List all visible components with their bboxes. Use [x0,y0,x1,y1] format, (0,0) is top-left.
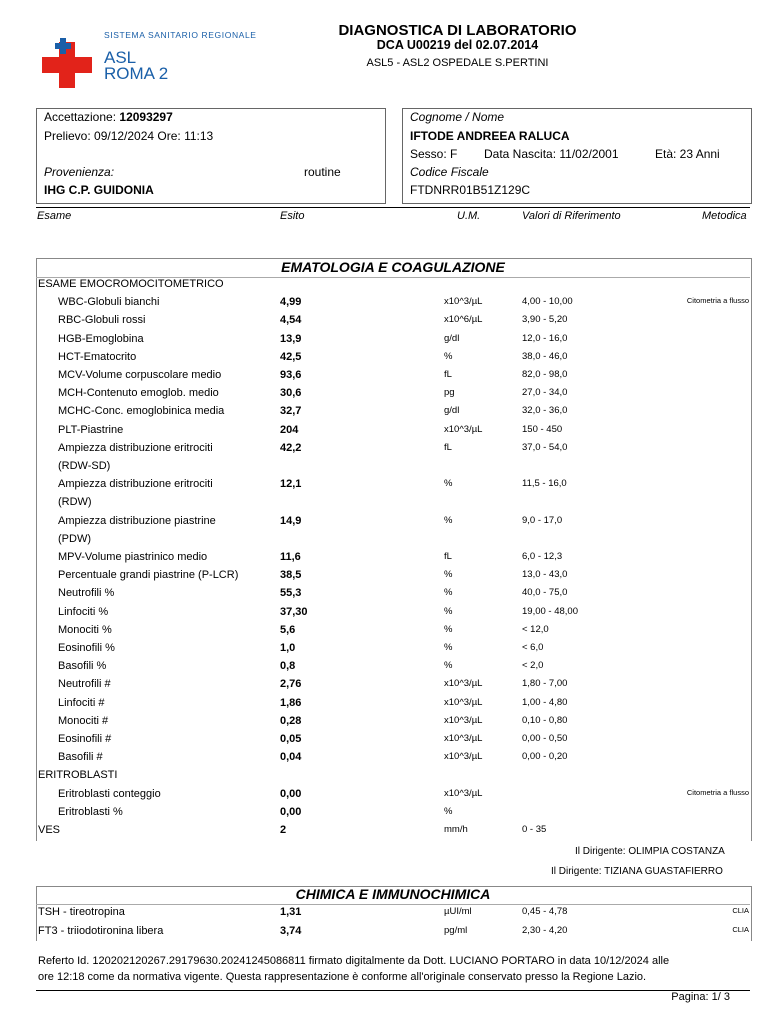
signature-note-line2: ore 12:18 come da normativa vigente. Questa rappresentazione è conforme all'originale conservato presso la Regione Lazio. [38,971,647,983]
method: CLIA [732,906,749,915]
exam-name: RBC-Globuli rossi [58,314,146,327]
result-row [0,424,768,442]
exam-name: Eosinofili # [58,733,112,745]
exam-name: MCHC-Conc. emoglobinica media [58,405,225,418]
result-value: 37,30 [280,605,308,618]
provenance-value: IHG C.P. GUIDONIA [44,183,154,197]
unit: % [444,642,453,653]
result-row [0,824,768,842]
exam-name: Linfociti % [58,605,109,618]
method: CLIA [732,924,749,934]
exam-name: Monociti % [58,623,112,636]
patient-name-label: Cognome / Nome [410,110,505,124]
unit: x10^3/µL [444,787,483,799]
result-value: 14,9 [280,514,302,527]
unit: fL [444,369,452,380]
unit: % [444,660,453,672]
result-value: 204 [280,423,299,436]
result-value: 4,54 [280,314,302,327]
acceptance-number: 12093297 [119,110,173,124]
reference-range: < 12,0 [522,623,549,635]
exam-name: Linfociti # [58,696,105,709]
exam-name: (RDW) [58,496,92,509]
result-value: 1,86 [280,696,302,709]
reference-range: 37,0 - 54,0 [522,441,568,453]
result-value: 4,99 [280,296,302,309]
unit: x10^3/µL [444,423,483,435]
result-row [0,551,768,569]
result-value: 11,6 [280,551,301,563]
result-row [0,405,768,423]
unit: % [444,569,453,581]
method: Citometria a flusso [686,787,749,797]
exam-name: Eosinofili % [58,642,115,654]
exam-name: ERITROBLASTI [38,769,118,782]
exam-name: Ampiezza distribuzione eritrociti [58,478,213,491]
exam-name: Monociti # [58,714,109,727]
reference-range: 38,0 - 46,0 [522,350,568,362]
result-row [0,387,768,405]
result-row [0,642,768,660]
unit: x10^3/µL [444,733,483,744]
reference-range: 2,30 - 4,20 [522,924,568,936]
unit: fL [444,441,452,453]
exam-name: HGB-Emoglobina [58,332,144,345]
unit: % [444,587,453,599]
exam-name: Neutrofili # [58,678,111,691]
result-value: 13,9 [280,332,302,345]
exam-name: Basofili % [58,660,107,673]
reference-range: < 6,0 [522,642,544,653]
logo-roma2: ROMA 2 [104,64,169,83]
result-value: 42,2 [280,441,302,454]
exam-name: Eritroblasti conteggio [58,787,161,800]
reference-range: < 2,0 [522,660,544,672]
unit: % [444,350,453,362]
reference-range: 150 - 450 [522,423,563,435]
exam-name: (PDW) [58,532,91,545]
fiscal-code: FTDNRR01B51Z129C [410,183,531,197]
unit: % [444,623,453,635]
unit: % [444,478,453,490]
section-header-divider [36,904,750,905]
result-row [0,333,768,351]
result-row [0,606,768,624]
reference-range: 6,0 - 12,3 [522,551,563,562]
reference-range: 3,90 - 5,20 [522,314,568,326]
exam-name: ESAME EMOCROMOCITOMETRICO [38,278,224,290]
reference-range: 1,80 - 7,00 [522,678,568,690]
director-1: Il Dirigente: OLIMPIA COSTANZA [575,846,725,857]
result-row [0,478,768,496]
reference-range: 1,00 - 4,80 [522,696,568,708]
unit: pg [444,387,455,399]
unit: % [444,514,453,526]
reference-range: 13,0 - 43,0 [522,569,568,581]
reference-range: 12,0 - 16,0 [522,332,568,344]
exam-name: MPV-Volume piastrinico medio [58,551,208,563]
logo-asl: ASL [104,48,137,67]
exam-name: VES [38,824,61,836]
unit: pg/ml [444,924,468,936]
unit: g/dl [444,405,460,417]
exam-name: Ampiezza distribuzione eritrociti [58,441,213,454]
col-reference: Valori di Riferimento [522,210,621,222]
result-row [0,569,768,587]
exam-name: FT3 - triiodotironina libera [38,924,164,937]
result-row [0,769,768,787]
unit: mm/h [444,824,468,835]
exam-name: (RDW-SD) [58,460,111,472]
exam-name: HCT-Ematocrito [58,350,137,363]
result-row [0,697,768,715]
exam-name: Neutrofili % [58,587,115,600]
result-value: 0,00 [280,787,302,800]
result-row [0,460,768,478]
footer-divider [36,990,750,991]
result-value: 3,74 [280,924,302,937]
patient-age: Età: 23 Anni [655,147,720,161]
result-row [0,788,768,806]
result-row [0,678,768,696]
result-value: 5,6 [280,623,296,636]
unit: x10^6/µL [444,314,483,326]
unit: x10^3/µL [444,696,483,708]
result-row [0,733,768,751]
patient-name: IFTODE ANDREEA RALUCA [410,129,570,143]
col-result: Esito [280,210,305,222]
col-exam: Esame [37,210,72,222]
result-row [0,806,768,824]
signature-note-line1: Referto Id. 120202120267.29179630.20241245086811 firmato digitalmente da Dott. LUCIANO PORTARO in data 10/12/2024 alle [38,955,670,967]
director-2: Il Dirigente: TIZIANA GUASTAFIERRO [551,866,723,877]
result-row [0,515,768,533]
section-title-chemistry: CHIMICA E IMMUNOCHIMICA [295,886,491,902]
unit: g/dl [444,332,460,344]
collection-datetime: Prelievo: 09/12/2024 Ore: 11:13 [44,129,214,143]
logo-tagline: SISTEMA SANITARIO REGIONALE [104,30,257,40]
result-value: 1,0 [280,642,296,654]
result-row [0,442,768,460]
result-value: 0,28 [280,714,302,727]
reference-range: 9,0 - 17,0 [522,514,563,526]
hospital-name: ASL5 - ASL2 OSPEDALE S.PERTINI [366,57,549,69]
result-value: 2 [280,824,287,836]
reference-range: 11,5 - 16,0 [522,478,567,490]
acceptance-label: Accettazione: [44,110,117,124]
reference-range: 0 - 35 [522,824,547,835]
method: Citometria a flusso [686,296,749,306]
result-row [0,496,768,514]
result-value: 93,6 [280,369,302,381]
unit: % [444,605,453,617]
exam-name: TSH - tireotropina [38,906,125,918]
exam-name: Basofili # [58,751,103,764]
patient-birthdate: Data Nascita: 11/02/2001 [484,147,619,161]
priority-routine: routine [304,165,341,179]
reference-range: 0,45 - 4,78 [522,906,568,917]
reference-range: 27,0 - 34,0 [522,387,568,399]
patient-sex: Sesso: F [410,147,458,161]
page-title: DIAGNOSTICA DI LABORATORIO [338,22,577,39]
result-value: 38,5 [280,569,302,582]
reference-range: 0,00 - 0,20 [522,751,568,763]
reference-range: 82,0 - 98,0 [522,369,568,380]
blue-cross-icon [55,38,71,54]
result-row [0,278,768,296]
result-value: 0,04 [280,751,302,764]
exam-name: Ampiezza distribuzione piastrine [58,514,216,527]
exam-name: PLT-Piastrine [58,423,124,436]
unit: % [444,805,453,817]
result-value: 42,5 [280,350,302,363]
unit: fL [444,551,452,562]
reference-range: 19,00 - 48,00 [522,605,578,617]
result-row [0,624,768,642]
result-value: 55,3 [280,587,302,600]
unit: x10^3/µL [444,751,483,763]
section-title-hematology: EMATOLOGIA E COAGULAZIONE [281,259,505,275]
result-row [0,533,768,551]
unit: µUI/ml [444,906,472,917]
result-value: 0,8 [280,660,296,673]
result-row [0,660,768,678]
result-value: 1,31 [280,906,302,918]
provenance-label: Provenienza: [44,165,115,179]
result-row [0,925,768,943]
reference-range: 4,00 - 10,00 [522,296,573,308]
dca-code: DCA U00219 del 02.07.2014 [376,38,539,52]
unit: x10^3/µL [444,714,483,726]
exam-name: MCH-Contenuto emoglob. medio [58,387,219,400]
result-row [0,751,768,769]
result-row [0,314,768,332]
result-row [0,351,768,369]
unit: x10^3/µL [444,296,483,308]
exam-name: MCV-Volume corpuscolare medio [58,369,222,381]
result-value: 30,6 [280,387,302,400]
fiscal-code-label: Codice Fiscale [410,165,489,179]
col-method: Metodica [702,210,747,222]
result-row [0,369,768,387]
result-row [0,587,768,605]
reference-range: 32,0 - 36,0 [522,405,568,417]
page-number: Pagina: 1/ 3 [671,991,730,1003]
divider [36,207,750,208]
result-row [0,906,768,924]
result-value: 0,00 [280,805,302,818]
result-row [0,715,768,733]
reference-range: 0,10 - 0,80 [522,714,568,726]
reference-range: 0,00 - 0,50 [522,733,568,744]
result-value: 0,05 [280,733,302,745]
result-value: 12,1 [280,478,302,491]
exam-name: Eritroblasti % [58,805,123,818]
result-row [0,296,768,314]
exam-name: Percentuale grandi piastrine (P-LCR) [58,569,239,582]
reference-range: 40,0 - 75,0 [522,587,568,599]
result-value: 32,7 [280,405,302,418]
exam-name: WBC-Globuli bianchi [58,296,160,309]
unit: x10^3/µL [444,678,483,690]
result-value: 2,76 [280,678,302,691]
col-unit: U.M. [457,210,481,222]
